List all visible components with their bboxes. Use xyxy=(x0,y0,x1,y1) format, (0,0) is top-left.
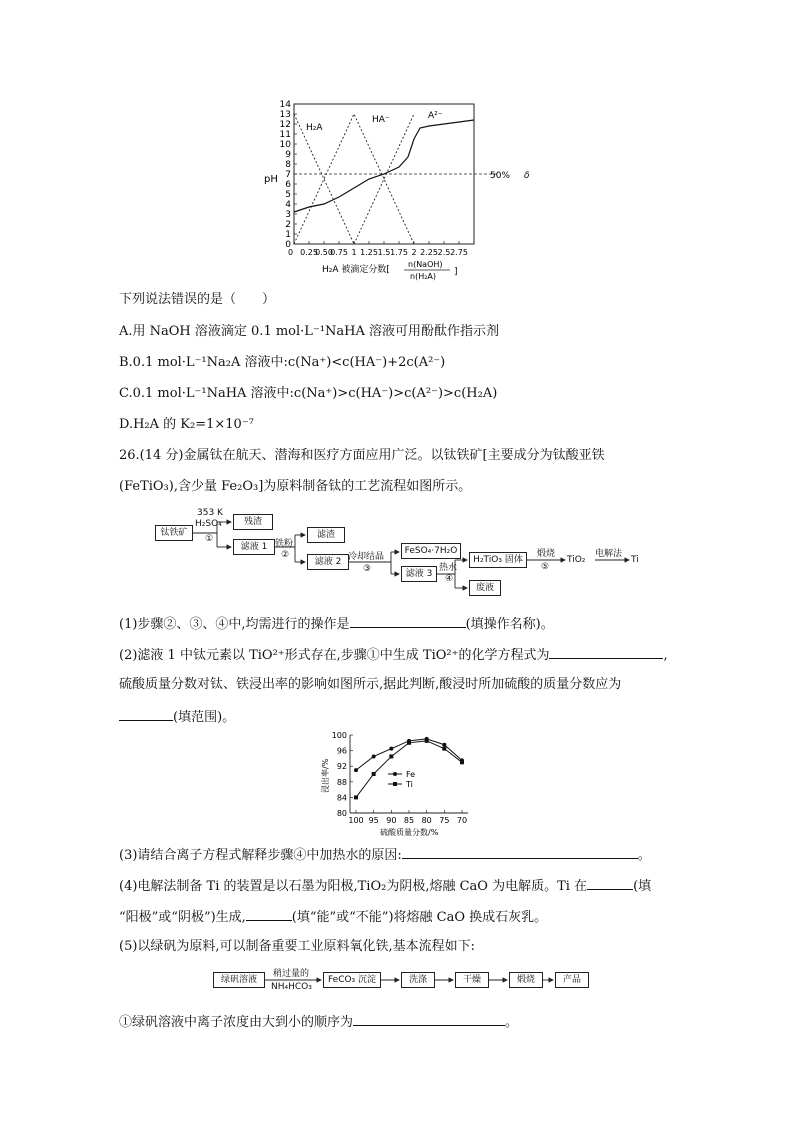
leach-y-tick-label: 96 xyxy=(336,746,347,756)
q26-5-1 xyxy=(119,1012,518,1032)
ti-point xyxy=(354,795,358,799)
flow-waste: 废液 xyxy=(469,580,501,596)
fe-point xyxy=(354,768,358,772)
delta-label: δ xyxy=(524,171,530,181)
flow2-wash: 洗涤 xyxy=(401,972,435,988)
q25-option-b: B.0.1 mol·L⁻¹Na₂A 溶液中:c(Na⁺)<c(HA⁻)+2c(A²⁻) xyxy=(119,355,446,370)
ti-point xyxy=(407,741,411,745)
q26-2-tail: (填范围)。 xyxy=(173,710,236,725)
q26-intro-line2: (FeTiO₃),含少量 Fe₂O₃]为原料制备钛的工艺流程如图所示。 xyxy=(119,479,472,494)
flow-residue: 残渣 xyxy=(233,514,273,530)
y-tick-label: 5 xyxy=(285,190,291,200)
q26-4-blank1[interactable] xyxy=(587,876,633,890)
leach-x-tick-label: 95 xyxy=(368,816,379,825)
flow-step3: ③ xyxy=(363,564,372,574)
y-tick-label: 3 xyxy=(285,210,291,220)
ti-point xyxy=(460,760,464,764)
flow2-calcine: 煅烧 xyxy=(509,972,543,988)
q26-4-line2 xyxy=(119,907,547,927)
y-tick-label: 10 xyxy=(279,140,291,150)
flow-step2: ② xyxy=(281,550,290,560)
x-axis-label: H₂A 被滴定分数[ xyxy=(322,265,390,275)
y-tick-label: 12 xyxy=(279,120,291,130)
leach-x-tick-label: 85 xyxy=(403,816,415,825)
leach-x-tick-label: 75 xyxy=(439,816,450,825)
legend-ti: Ti xyxy=(406,780,413,789)
q26-2-line1 xyxy=(119,645,668,665)
y-tick-label: 6 xyxy=(285,180,291,190)
y-tick-label: 11 xyxy=(279,130,291,140)
x-tick-label: 1.75 xyxy=(390,248,408,257)
x-tick-label: 1.25 xyxy=(360,248,378,257)
y-tick-label: 7 xyxy=(285,170,291,180)
y-tick-label: 9 xyxy=(285,150,291,160)
flow-step1: ① xyxy=(205,534,214,544)
q26-5-1-text: ①绿矾溶液中离子浓度由大到小的顺序为 xyxy=(119,1015,354,1030)
y-tick-label: 14 xyxy=(279,100,291,110)
leach-chart xyxy=(318,727,478,841)
y-tick-label: 13 xyxy=(279,110,291,120)
y-axis-label: pH xyxy=(264,174,278,185)
fe-point xyxy=(389,747,393,751)
y-tick-label: 4 xyxy=(285,200,291,210)
leach-y-tick-label: 92 xyxy=(336,762,347,772)
frac-ha-line xyxy=(294,114,414,244)
y-tick-label: 8 xyxy=(285,160,291,170)
q26-2-blank2[interactable] xyxy=(119,707,173,721)
q26-2-line3 xyxy=(119,707,235,727)
q26-1-text: (1)步骤②、③、④中,均需进行的操作是 xyxy=(119,617,350,632)
flow-electro: 电解法 xyxy=(595,549,623,559)
leach-y-tick-label: 84 xyxy=(336,793,347,803)
q26-4-line1 xyxy=(119,876,651,896)
titration-chart xyxy=(258,96,530,286)
fe-point xyxy=(372,754,376,758)
flow-feso4: FeSO₄·7H₂O xyxy=(401,543,461,559)
q26-5: (5)以绿矾为原料,可以制备重要工业原料氧化铁,基本流程如下: xyxy=(119,939,476,954)
q25-option-d: D.H₂A 的 K₂=1×10⁻⁷ xyxy=(119,417,254,432)
flow-h2tio3: H₂TiO₃ 固体 xyxy=(469,552,527,568)
flow2-reagent-bot: NH₄HCO₃ xyxy=(271,982,312,992)
ref-50pct-label: 50% xyxy=(489,171,510,181)
x-tick-label: 0.25 xyxy=(300,248,318,257)
x-tick-label: 2 xyxy=(411,248,417,257)
q26-2-text: (2)滤液 1 中钛元素以 TiO²⁺形式存在,步骤①中生成 TiO²⁺的化学方程式为 xyxy=(119,648,550,663)
leach-x-tick-label: 80 xyxy=(421,816,432,825)
x-tick-label: 1.5 xyxy=(377,248,391,257)
flow-cool: 冷却结晶 xyxy=(348,552,385,562)
flow-step5: ⑤ xyxy=(541,562,550,572)
leach-y-tick-label: 100 xyxy=(331,731,347,740)
q26-2-comma: , xyxy=(663,648,668,663)
leach-y-label: 浸出率/% xyxy=(321,758,330,793)
x-tick-label: 0.75 xyxy=(330,248,348,257)
q26-3-blank[interactable] xyxy=(402,845,638,859)
x-axis-frac-num: n(NaOH) xyxy=(408,260,443,269)
ti-point xyxy=(425,739,429,743)
flow2 xyxy=(213,966,593,994)
q26-4-tail: (填“能”或“不能”)将熔融 CaO 换成石灰乳。 xyxy=(291,910,548,925)
flow-step4: ④ xyxy=(445,574,454,584)
flow-ti: Ti xyxy=(631,555,639,565)
q26-5-1-blank[interactable] xyxy=(353,1012,505,1026)
flow2-reagent-top: 稍过量的 xyxy=(273,969,310,979)
leach-y-tick-label: 88 xyxy=(336,777,347,787)
q26-1-tail: (填操作名称)。 xyxy=(465,617,554,632)
species-a: A²⁻ xyxy=(428,111,443,121)
flow-filtrate3: 滤液 3 xyxy=(401,566,437,582)
ti-point xyxy=(442,747,446,751)
leach-x-label: 硫酸质量分数/% xyxy=(380,828,439,837)
flow2-solution: 绿矾溶液 xyxy=(213,972,265,988)
fe-point xyxy=(442,743,446,747)
process-flow-arrows xyxy=(155,508,645,600)
ph-curve xyxy=(294,120,474,212)
flow-hot-water: 热水 xyxy=(439,563,458,573)
flow-filtrate2: 滤液 2 xyxy=(307,554,349,570)
x-tick-label: 2.5 xyxy=(437,248,451,257)
q26-4-blank2[interactable] xyxy=(246,907,292,921)
q26-intro-line1: 26.(14 分)金属钛在航天、潜海和医疗方面应用广泛。以钛铁矿[主要成分为钛酸亚铁 xyxy=(119,448,605,463)
flow-filtrate1: 滤液 1 xyxy=(233,539,275,555)
y-tick-label: 0 xyxy=(285,240,291,250)
flow-cond-acid: H₂SO₄ xyxy=(195,519,222,529)
q26-2-line2: 硫酸质量分数对钛、铁浸出率的影响如图所示,据此判断,酸浸时所加硫酸的质量分数应为 xyxy=(119,677,622,692)
y-tick-label: 2 xyxy=(285,220,291,230)
q26-1-blank[interactable] xyxy=(350,614,466,628)
y-tick-label: 1 xyxy=(285,230,291,240)
q26-3 xyxy=(119,845,651,865)
leach-x-tick-label: 90 xyxy=(386,816,397,825)
x-tick-label: 0.50 xyxy=(315,248,333,257)
q26-5-1-tail: 。 xyxy=(505,1015,519,1030)
x-axis-frac-den: n(H₂A) xyxy=(410,272,437,281)
flow-iron-powder: 铁粉 xyxy=(275,539,294,549)
q25-option-c: C.0.1 mol·L⁻¹NaHA 溶液中:c(Na⁺)>c(HA⁻)>c(A²⁻)>c(H₂A) xyxy=(119,386,498,401)
q25-option-a: A.用 NaOH 溶液滴定 0.1 mol·L⁻¹NaHA 溶液可用酚酞作指示剂 xyxy=(119,324,499,339)
legend-fe: Fe xyxy=(406,770,416,779)
q26-4-text2: “阳极”或“阴极”)生成, xyxy=(119,910,246,925)
flow-ore: 钛铁矿 xyxy=(155,525,193,541)
leach-x-tick-label: 70 xyxy=(456,816,468,825)
process-flow xyxy=(155,508,645,600)
leach-x-tick-label: 100 xyxy=(348,816,364,825)
q26-1 xyxy=(119,614,554,634)
x-tick-label: 2.75 xyxy=(450,248,468,257)
flow2-dry: 干燥 xyxy=(455,972,489,988)
species-h2a: H₂A xyxy=(306,123,323,133)
q26-3-tail: 。 xyxy=(637,848,651,863)
x-tick-label-origin: 0 xyxy=(288,248,294,257)
x-axis-bracket: ] xyxy=(454,267,458,277)
flow-residue2: 滤渣 xyxy=(307,527,345,543)
x-tick-label: 2.25 xyxy=(420,248,438,257)
species-ha: HA⁻ xyxy=(372,115,390,125)
ti-point xyxy=(389,754,393,758)
flow-tio2: TiO₂ xyxy=(567,555,586,565)
leach-y-tick-label: 80 xyxy=(336,809,347,818)
flow-calcine: 煅烧 xyxy=(537,549,556,559)
q26-2-blank1[interactable] xyxy=(549,645,663,659)
ti-point xyxy=(372,772,376,776)
flow2-product: 产品 xyxy=(555,972,589,988)
flow-cond-temp: 353 K xyxy=(197,508,223,518)
q26-4-text: (4)电解法制备 Ti 的装置是以石墨为阳极,TiO₂为阴极,熔融 CaO 为电解质。Ti 在 xyxy=(119,879,588,894)
x-tick-label: 1 xyxy=(351,248,357,257)
flow2-precip: FeCO₃ 沉淀 xyxy=(323,972,381,988)
q26-3-text: (3)请结合离子方程式解释步骤④中加热水的原因: xyxy=(119,848,402,863)
q25-stem: 下列说法错误的是（ ） xyxy=(119,292,276,307)
q26-4-fill: (填 xyxy=(633,879,652,894)
